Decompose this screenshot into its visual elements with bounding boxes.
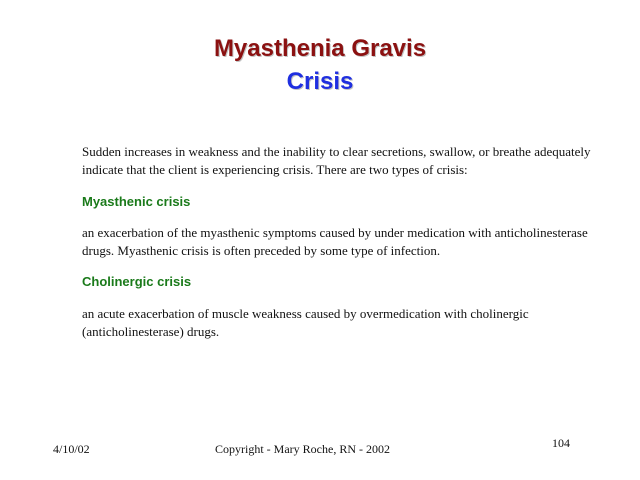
footer-date: 4/10/02 [53, 442, 90, 456]
cholinergic-crisis-heading: Cholinergic crisis [82, 274, 192, 289]
slide-subtitle: Crisis [286, 68, 354, 95]
slide-title: Myasthenia Gravis [213, 35, 427, 62]
myasthenic-crisis-heading: Myasthenic crisis [82, 194, 191, 209]
intro-paragraph: Sudden increases in weakness and the inability to clear secretions, swallow, or breathe adequately indicate that the client is experiencing crisis. There are two types of crisis: [82, 144, 591, 177]
footer-copyright: Copyright - Mary Roche, RN - 2002 [215, 442, 390, 456]
page-number: 104 [552, 436, 570, 450]
myasthenic-crisis-definition: an exacerbation of the myasthenic symptoms caused by under medication with anticholinesterase drugs. Myasthenic crisis is often preceded by some type of infection. [82, 225, 588, 258]
cholinergic-crisis-definition: an acute exacerbation of muscle weakness caused by overmedication with cholinergic (anticholinesterase) drugs. [82, 306, 529, 339]
